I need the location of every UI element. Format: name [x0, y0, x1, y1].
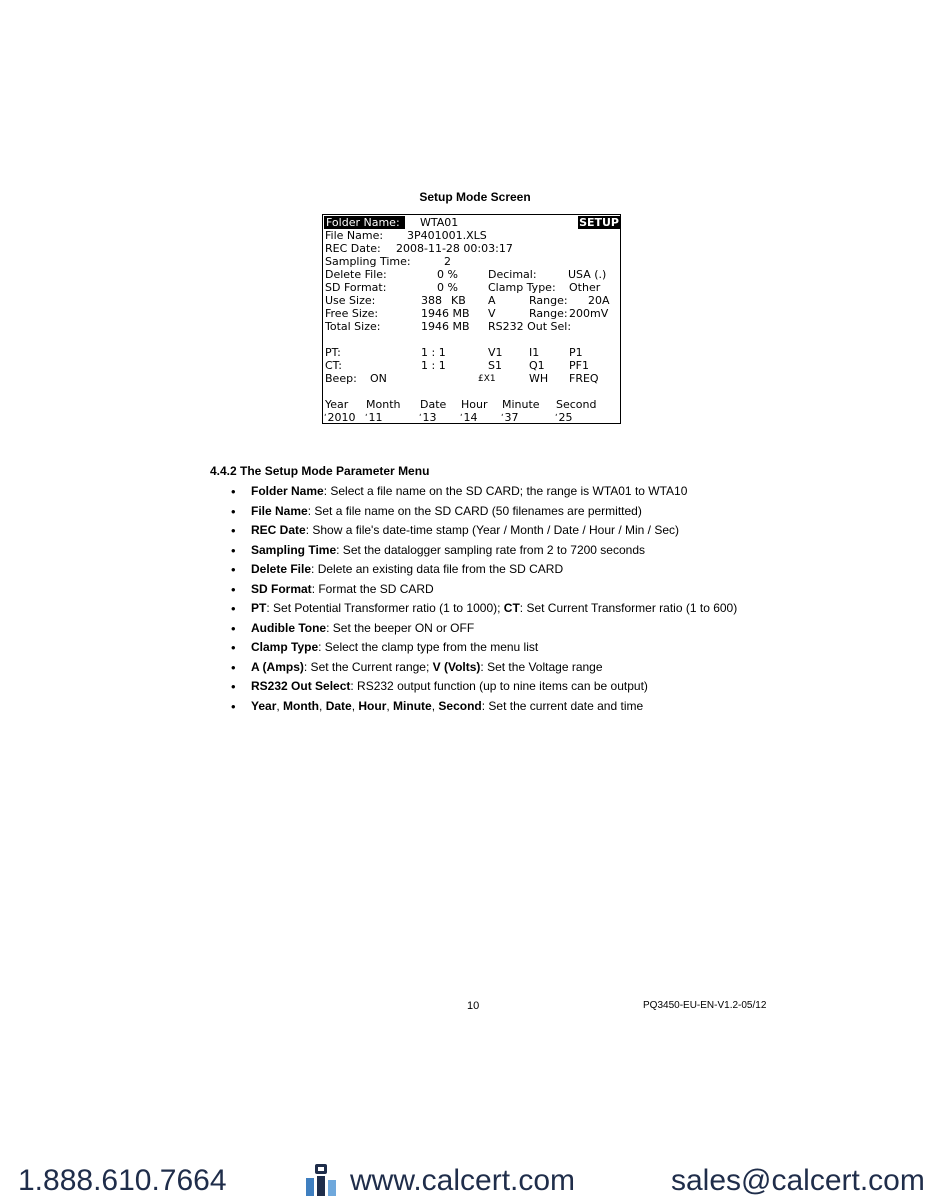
cursor-tick-icon: ʹ	[555, 414, 558, 424]
clamp-type-value: Other	[569, 281, 601, 294]
pt-value: 1 : 1	[421, 346, 446, 359]
list-item: • Sampling Time: Set the datalogger sampling rate from 2 to 7200 seconds	[231, 541, 737, 561]
list-item: • RS232 Out Select: RS232 output function (up to nine items can be output)	[231, 677, 737, 697]
list-item: • Folder Name: Select a file name on the SD CARD; the range is WTA01 to WTA10	[231, 482, 737, 502]
year-value: 2010	[327, 411, 356, 424]
list-item: • Audible Tone: Set the beeper ON or OFF	[231, 619, 737, 639]
volts-range-value: 200mV	[569, 307, 609, 320]
ct-label: CT:	[325, 359, 342, 372]
list-item: • SD Format: Format the SD CARD	[231, 580, 737, 600]
use-size-label: Use Size:	[325, 294, 376, 307]
use-size-unit: KB	[451, 294, 466, 307]
section-heading: 4.4.2 The Setup Mode Parameter Menu	[210, 464, 430, 478]
delete-file-label: Delete File:	[325, 268, 387, 281]
second-label: Second	[556, 398, 597, 411]
figure-caption: Setup Mode Screen	[419, 190, 531, 204]
parameter-list	[231, 482, 737, 716]
folder-name-label: Folder Name:	[324, 216, 405, 229]
free-size-value: 1946 MB	[421, 307, 470, 320]
hour-value: 14	[463, 411, 478, 424]
month-value: 11	[368, 411, 383, 424]
decimal-label: Decimal:	[488, 268, 537, 281]
second-value: 25	[558, 411, 573, 424]
cursor-tick-icon: ʹ	[460, 414, 463, 424]
out-item: Q1	[529, 359, 545, 372]
setup-badge: SETUP	[579, 216, 619, 229]
list-item: • Year, Month, Date, Hour, Minute, Second: Set the current date and time	[231, 697, 737, 717]
list-item: • Clamp Type: Select the clamp type from the menu list	[231, 638, 737, 658]
year-label: Year	[325, 398, 349, 411]
cursor-tick-icon: ʹ	[365, 414, 368, 424]
out-item: I1	[529, 346, 540, 359]
list-item: • A (Amps): Set the Current range; V (Volts): Set the Voltage range	[231, 658, 737, 678]
rec-date-value: 2008-11-28 00:03:17	[396, 242, 513, 255]
page-number: 10	[467, 1000, 480, 1012]
decimal-value: USA (.)	[568, 268, 607, 281]
amps-range-value: 20A	[588, 294, 610, 307]
free-size-label: Free Size:	[325, 307, 379, 320]
use-size-value: 388	[421, 294, 442, 307]
out-item: FREQ	[569, 372, 599, 385]
total-size-label: Total Size:	[325, 320, 381, 333]
delete-file-value: 0 %	[437, 268, 458, 281]
sampling-time-label: Sampling Time:	[325, 255, 411, 268]
total-size-value: 1946 MB	[421, 320, 470, 333]
setup-mode-screen	[322, 214, 621, 424]
clamp-type-label: Clamp Type:	[488, 281, 556, 294]
amps-label: A	[488, 294, 496, 307]
cursor-tick-icon: ʹ	[324, 414, 327, 424]
footer-email-link[interactable]: sales@calcert.com	[671, 1164, 925, 1197]
document-id: PQ3450-EU-EN-V1.2-05/12	[643, 1000, 767, 1011]
folder-name-value: WTA01	[420, 216, 459, 229]
hour-label: Hour	[461, 398, 488, 411]
pt-label: PT:	[325, 346, 341, 359]
volts-label: V	[488, 307, 496, 320]
ct-value: 1 : 1	[421, 359, 446, 372]
sampling-time-value: 2	[444, 255, 451, 268]
volts-range-label: Range:	[529, 307, 568, 320]
list-item: • REC Date: Show a file's date-time stamp (Year / Month / Date / Hour / Min / Sec)	[231, 521, 737, 541]
out-item: P1	[569, 346, 583, 359]
file-name-value: 3P401001.XLS	[407, 229, 487, 242]
list-item: • File Name: Set a file name on the SD CARD (50 filenames are permitted)	[231, 502, 737, 522]
beep-label: Beep:	[325, 372, 357, 385]
sd-format-label: SD Format:	[325, 281, 387, 294]
cursor-tick-icon: ʹ	[419, 414, 422, 424]
date-label: Date	[420, 398, 447, 411]
out-item: WH	[529, 372, 549, 385]
date-value: 13	[422, 411, 437, 424]
cursor-tick-icon: ʹ	[501, 414, 504, 424]
out-item: V1	[488, 346, 503, 359]
out-item: PF1	[569, 359, 589, 372]
file-name-label: File Name:	[325, 229, 384, 242]
out-item: S1	[488, 359, 502, 372]
amps-range-label: Range:	[529, 294, 568, 307]
calcert-logo-icon	[306, 1164, 336, 1196]
beep-value: ON	[370, 372, 387, 385]
list-item: • Delete File: Delete an existing data file from the SD CARD	[231, 560, 737, 580]
minute-label: Minute	[502, 398, 540, 411]
footer-website-link[interactable]: www.calcert.com	[350, 1164, 576, 1197]
sd-format-value: 0 %	[437, 281, 458, 294]
rs232-out-sel-label: RS232 Out Sel:	[488, 320, 572, 333]
rec-date-label: REC Date:	[325, 242, 381, 255]
month-label: Month	[366, 398, 401, 411]
minute-value: 37	[504, 411, 519, 424]
list-item: • PT: Set Potential Transformer ratio (1 to 1000); CT: Set Current Transformer ratio (1 to 600)	[231, 599, 737, 619]
footer-phone[interactable]: 1.888.610.7664	[18, 1164, 227, 1197]
out-item: £X1	[478, 374, 496, 384]
